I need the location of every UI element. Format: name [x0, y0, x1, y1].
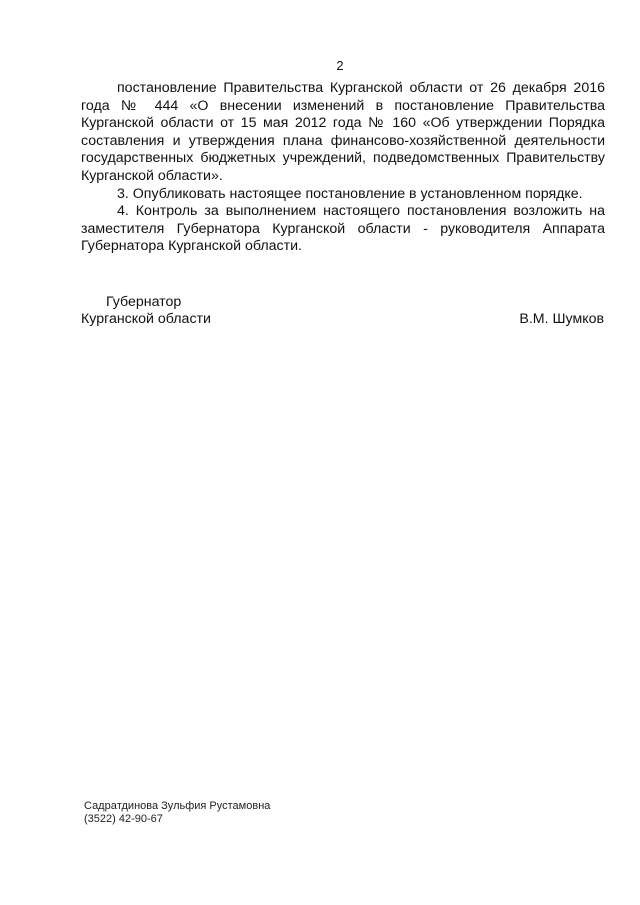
signature-title: Губернатор [106, 294, 182, 310]
paragraph-item-4: 4. Контроль за выполнением настоящего постановления возложить на заместителя Губернатора Курганской области - руководителя Аппарата Губернатора Курганской области. [81, 203, 605, 255]
signature-org: Курганской области [81, 311, 211, 327]
paragraph-item-3: 3. Опубликовать настоящее постановление в установленном порядке. [117, 185, 583, 202]
executor-name: Садрaтдинова Зульфия Рустамовна [84, 800, 271, 812]
executor-phone: (3522) 42-90-67 [84, 813, 163, 825]
signature-name: В.М. Шумков [519, 311, 604, 327]
body-text [81, 80, 605, 256]
executor-block [84, 800, 270, 826]
paragraph-continuation: постановление Правительства Курганской области от 26 декабря 2016 года № 444 «О внесении изменений в постановление Правительства Курганской области от 15 мая 2012 года № 160 «Об утверждении Порядка составления и утверждения плана финансово-хозяйственной деятельности государственных бюджетных учреждений, подведомственных Правительству Курганской области». [81, 80, 605, 184]
page-number: 2 [336, 58, 344, 73]
